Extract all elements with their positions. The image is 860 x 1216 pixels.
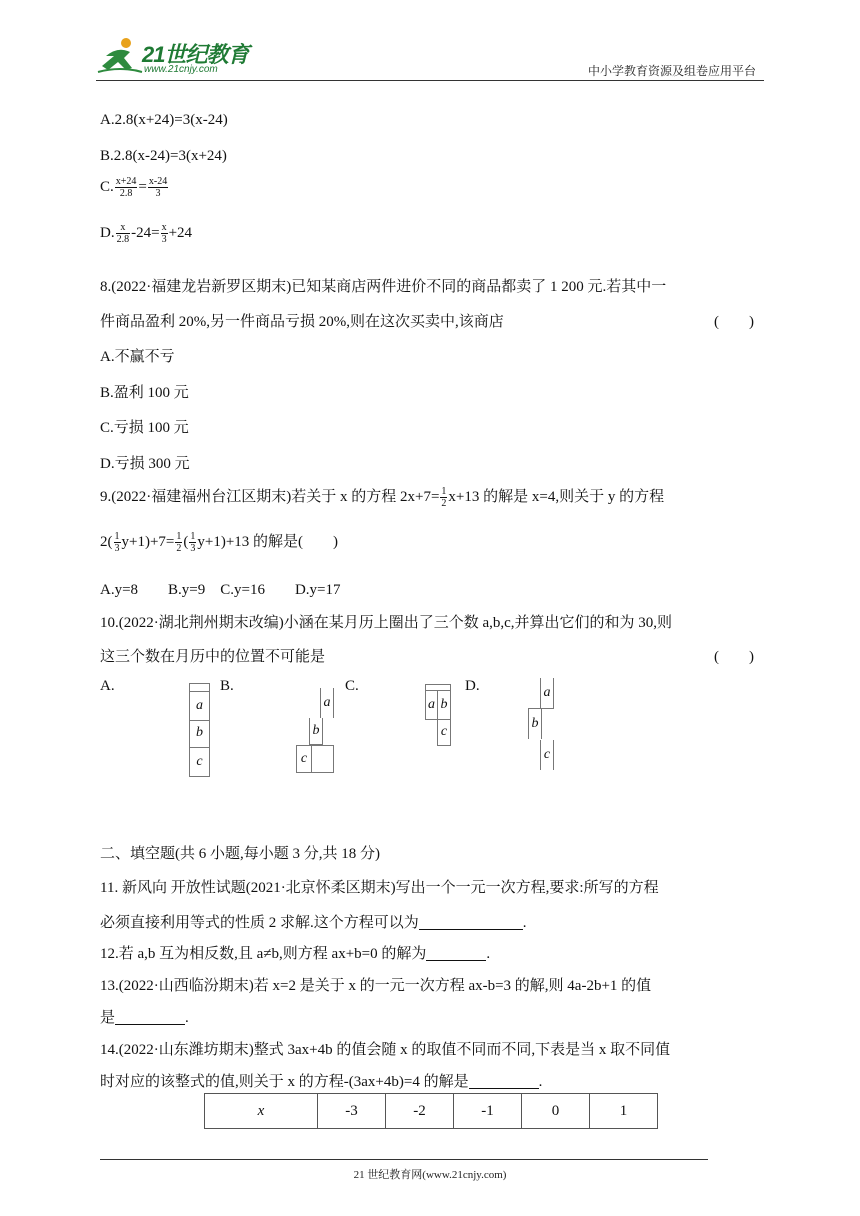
fraction-denominator: 3 (161, 234, 167, 245)
table-header-cell (205, 1094, 318, 1129)
fraction-numerator: 1 (176, 531, 182, 543)
table-header-x: x (257, 1102, 265, 1119)
calendar-cell-a: a (540, 678, 554, 709)
q11-line-1: 11. 新风向 开放性试题(2021·北京怀柔区期末)写出一个一元一次方程,要求:所写的方程 (100, 880, 659, 896)
q13-line-2: 是 . (100, 1010, 189, 1026)
q14-answer-blank[interactable] (469, 1074, 539, 1089)
q7-option-a-text: A.2.8(x+24)=3(x-24) (100, 112, 228, 128)
q10-option-b-label: B. (220, 678, 234, 694)
calendar-cell-b: b (309, 718, 323, 745)
q10-line-2: 这三个数在月历中的位置不可能是 (100, 649, 326, 665)
q10-option-c-label: C. (345, 678, 359, 694)
q11-line-2: 必须直接利用等式的性质 2 求解.这个方程可以为 . (100, 915, 527, 931)
calendar-cell-b: b (189, 719, 210, 748)
runner-logo-icon (96, 36, 144, 76)
q10-line-1: 10.(2022·湖北荆州期末改编)小涵在某月历上圈出了三个数 a,b,c,并算出它们的和为 30,则 (100, 615, 673, 631)
fraction-numerator: x+24 (115, 176, 137, 187)
table-header-cell: -1 (454, 1094, 522, 1129)
footer-divider (100, 1159, 708, 1160)
q10-option-a-label: A. (100, 678, 115, 694)
calendar-cell-c: c (437, 719, 451, 746)
q8-option-c: C.亏损 100 元 (100, 420, 189, 436)
calendar-cell-c: c (296, 745, 312, 773)
q7-d-fraction-2 (161, 222, 168, 245)
q13-line-2-text: 是 (100, 1010, 116, 1026)
q14-line-1: 14.(2022·山东潍坊期末)整式 3ax+4b 的值会随 x 的取值不同而不同,下表是当 x 取不同值 (100, 1042, 671, 1058)
table-row (205, 1094, 658, 1129)
fraction-denominator: 2.8 (119, 188, 133, 199)
q8-line-2: 件商品盈利 20%,另一件商品亏损 20%,则在这次买卖中,该商店 (100, 314, 504, 330)
q9-line-1-start: 9.(2022·福建福州台江区期末)若关于 x 的方程 2x+7= (100, 489, 440, 505)
fraction-denominator: 3 (190, 543, 196, 555)
q10-answer-paren: ( ) (714, 649, 754, 665)
q7-c-fraction-2 (148, 176, 168, 199)
q9-line-2-d: y+1)+13 的解是( ) (197, 534, 339, 550)
q8-answer-paren: ( ) (714, 314, 754, 330)
logo-url: www.21cnjy.com (144, 64, 218, 75)
q7-c-equals: = (138, 178, 147, 195)
q7-option-c (100, 176, 169, 199)
fraction-numerator: x (116, 222, 131, 234)
fraction-denominator: 2 (176, 543, 182, 555)
calendar-cell-c: c (189, 748, 210, 777)
q12-line: 12.若 a,b 互为相反数,且 a≠b,则方程 ax+b=0 的解为 . (100, 946, 491, 962)
fraction-numerator: 1 (114, 531, 120, 543)
q11-line-2-text: 必须直接利用等式的性质 2 求解.这个方程可以为 (100, 915, 419, 931)
q9-line-2-b: y+1)+7= (121, 534, 175, 550)
q7-option-d (100, 222, 192, 245)
q12-text: 12.若 a,b 互为相反数,且 a≠b,则方程 ax+b=0 的解为 (100, 946, 427, 962)
q8-line-1: 8.(2022·福建龙岩新罗区期末)已知某商店两件进价不同的商品都卖了 1 200 元.若其中一 (100, 279, 667, 295)
q14-value-table (204, 1093, 658, 1129)
q8-option-b: B.盈利 100 元 (100, 385, 189, 401)
q11-answer-blank[interactable] (419, 915, 523, 930)
section-2-title: 二、填空题(共 6 小题,每小题 3 分,共 18 分) (100, 846, 380, 862)
q14-line-2-text: 时对应的该整式的值,则关于 x 的方程-(3ax+4b)=4 的解是 (100, 1074, 469, 1090)
logo-text: 21世纪教育 (142, 42, 249, 67)
table-header-cell: -2 (386, 1094, 454, 1129)
q10-option-d-label: D. (465, 678, 480, 694)
q7-d-fraction-1 (116, 222, 131, 245)
q9-line-2-a: 2( (100, 534, 113, 550)
q7-option-b-text: B.2.8(x-24)=3(x+24) (100, 148, 227, 164)
fraction-numerator: x-24 (148, 176, 168, 187)
q8-option-a: A.不赢不亏 (100, 349, 175, 365)
footer-text: 21 世纪教育网(www.21cnjy.com) (353, 1169, 507, 1181)
fraction-denominator: 2.8 (116, 234, 130, 245)
calendar-cell-a: a (425, 690, 438, 720)
q7-d-mid: -24= (131, 224, 160, 241)
q9-third-fraction-1 (114, 531, 121, 554)
fraction-denominator: 3 (155, 188, 161, 199)
q13-answer-blank[interactable] (115, 1010, 185, 1025)
table-header-cell: 0 (522, 1094, 590, 1129)
q9-third-fraction-2 (189, 531, 196, 554)
q9-line-1-end: x+13 的解是 x=4,则关于 y 的方程 (448, 489, 665, 505)
calendar-cell-b: b (528, 708, 542, 739)
fraction-numerator: 1 (190, 531, 196, 543)
q7-option-d-prefix: D. (100, 224, 115, 241)
fraction-numerator: 1 (441, 486, 447, 498)
calendar-cell-a: a (320, 688, 334, 718)
q9-options: A.y=8 B.y=9 C.y=16 D.y=17 (100, 582, 341, 598)
q7-c-fraction-1 (115, 176, 138, 199)
q7-option-a (100, 112, 228, 129)
q13-line-1: 13.(2022·山西临汾期末)若 x=2 是关于 x 的一元一次方程 ax-b=3 的解,则 4a-2b+1 的值 (100, 978, 652, 994)
q14-line-2: 时对应的该整式的值,则关于 x 的方程-(3ax+4b)=4 的解是 . (100, 1074, 543, 1090)
calendar-cell-a: a (189, 691, 210, 721)
q9-line-2-c: ( (183, 534, 189, 550)
table-header-cell: 1 (590, 1094, 658, 1129)
fraction-denominator: 2 (441, 498, 447, 510)
fraction-denominator: 3 (114, 543, 120, 555)
q9-half-fraction-2 (175, 531, 182, 554)
q9-line-1 (100, 485, 664, 509)
q8-option-d: D.亏损 300 元 (100, 456, 190, 472)
calendar-cell-b: b (437, 690, 451, 720)
calendar-cell-c: c (540, 740, 554, 770)
calendar-cell-empty (311, 745, 334, 773)
q9-half-fraction (440, 486, 447, 509)
table-header-cell: -3 (318, 1094, 386, 1129)
q7-option-c-prefix: C. (100, 178, 114, 195)
q12-answer-blank[interactable] (426, 946, 486, 961)
site-logo (96, 36, 266, 80)
q7-option-b (100, 148, 227, 165)
q9-line-2 (100, 530, 338, 554)
q7-d-tail: +24 (168, 224, 193, 241)
fraction-numerator: x (161, 222, 167, 233)
header-divider (96, 80, 764, 81)
header-platform-text: 中小学教育资源及组卷应用平台 (587, 64, 756, 78)
